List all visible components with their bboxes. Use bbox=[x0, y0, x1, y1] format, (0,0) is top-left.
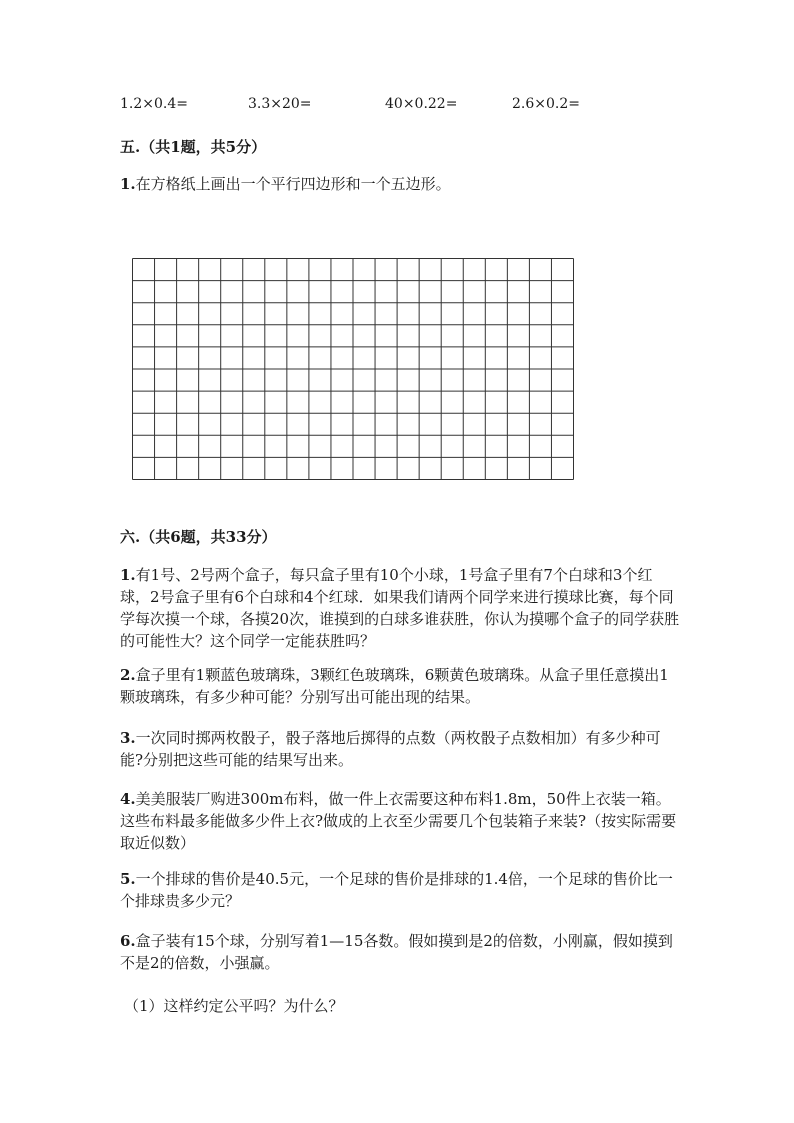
section-6-heading: 六.（共6题，共33分） bbox=[120, 528, 277, 546]
question-number: 2. bbox=[120, 666, 136, 684]
question-number: 5. bbox=[120, 870, 136, 888]
question-text: 一次同时掷两枚骰子，骰子落地后掷得的点数（两枚骰子点数相加）有多少种可能?分别把这些可能的结果写出来。 bbox=[120, 729, 661, 769]
calc-item-4: 2.6×0.2= bbox=[512, 96, 580, 112]
question-text: 美美服装厂购进300m布料，做一件上衣需要这种布料1.8m，50件上衣装一箱。这些布料最多能做多少件上衣?做成的上衣至少需要几个包装箱子来装?（按实际需要取近似数） bbox=[120, 790, 677, 852]
calc-item-3: 40×0.22= bbox=[385, 96, 458, 112]
question-text: 盒子里有1颗蓝色玻璃珠，3颗红色玻璃珠，6颗黄色玻璃珠。从盒子里任意摸出1颗玻璃珠，有多少种可能？分别写出可能出现的结果。 bbox=[120, 666, 669, 706]
grid-paper bbox=[132, 258, 574, 480]
question-number: 4. bbox=[120, 790, 136, 808]
question-text: 有1号、2号两个盒子，每只盒子里有10个小球，1号盒子里有7个白球和3个红球，2号盒子里有6个白球和4个红球．如果我们请两个同学来进行摸球比赛，每个同学每次摸一个球，各摸20次，谁摸到的白球多谁获胜，你认为摸哪个盒子的同学获胜的可能性大？这个同学一定能获胜吗？ bbox=[120, 566, 680, 650]
section-6-question-6 bbox=[120, 930, 680, 974]
question-number: 3. bbox=[120, 729, 136, 747]
calc-item-1: 1.2×0.4= bbox=[120, 96, 188, 112]
section-6-question-4 bbox=[120, 788, 680, 854]
question-number: 6. bbox=[120, 932, 136, 950]
question-text: 盒子装有15个球，分别写着1—15各数。假如摸到是2的倍数，小刚赢，假如摸到不是2的倍数，小强赢。 bbox=[120, 932, 673, 972]
question-number: 1. bbox=[120, 175, 136, 193]
section-5-heading: 五.（共1题，共5分） bbox=[120, 138, 267, 156]
calc-item-2: 3.3×20= bbox=[248, 96, 312, 112]
section-6-question-3 bbox=[120, 727, 680, 771]
question-text: 一个排球的售价是40.5元，一个足球的售价是排球的1.4倍，一个足球的售价比一个排球贵多少元？ bbox=[120, 870, 673, 910]
section-6-sub-question: （1）这样约定公平吗？为什么？ bbox=[124, 997, 344, 1015]
grid-lines bbox=[133, 259, 574, 480]
section-6-question-5 bbox=[120, 868, 680, 912]
section-6-question-1 bbox=[120, 564, 680, 652]
question-text: 在方格纸上画出一个平行四边形和一个五边形。 bbox=[135, 175, 451, 193]
question-number: 1. bbox=[120, 566, 136, 584]
calculation-row bbox=[120, 96, 720, 118]
section-5-question-1 bbox=[120, 173, 680, 195]
section-6-question-2 bbox=[120, 664, 680, 708]
